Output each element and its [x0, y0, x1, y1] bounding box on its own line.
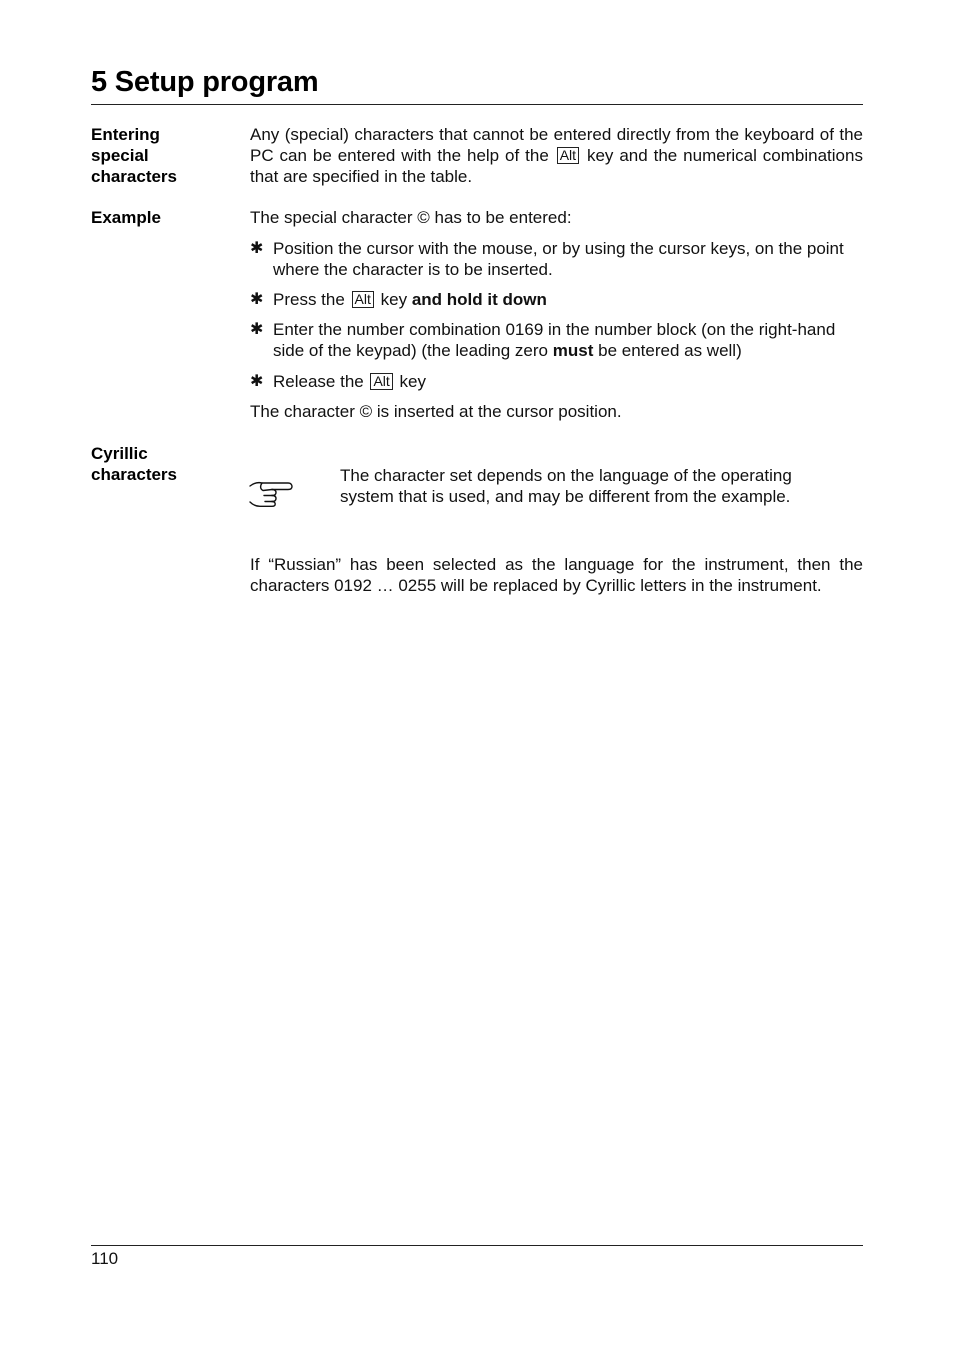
step-text-bold: must: [552, 341, 594, 360]
entering-text-pre: Any (special) characters that cannot be entered directly from the keyboard of the PC can be entered with the help of the: [250, 125, 863, 165]
section-label-entering: Entering special characters: [91, 125, 178, 186]
entering-paragraph: [250, 124, 863, 187]
step-text-pre: Press the: [273, 290, 345, 309]
step-item: [250, 289, 863, 310]
asterisk-bullet-icon: ✱: [250, 240, 264, 257]
asterisk-bullet-icon: ✱: [250, 373, 264, 390]
cyrillic-paragraph: If “Russian” has been selected as the language for the instrument, then the characters 0192 … 0255 will be replaced by Cyrillic letters in the instrument.: [250, 555, 863, 595]
entering-text-post: key and the numerical combinations that are specified in the table.: [250, 146, 863, 186]
note-text: The character set depends on the language of the operating system that is used, and may be different from the example.: [340, 466, 792, 506]
step-text-pre: Release the: [273, 372, 364, 391]
step-text-mid: key: [380, 290, 408, 309]
header-divider: [91, 104, 863, 105]
example-intro: The special character © has to be entered:: [250, 208, 572, 227]
chapter-title: 5 Setup program: [91, 66, 319, 98]
footer-divider: [91, 1245, 863, 1246]
page-number: 110: [91, 1249, 119, 1268]
step-text: [273, 319, 863, 361]
step-text-mid: key: [399, 372, 427, 391]
alt-key: Alt: [352, 291, 374, 308]
example-result: The character © is inserted at the cursor position.: [250, 402, 622, 421]
asterisk-bullet-icon: ✱: [250, 321, 264, 338]
step-text: [273, 289, 863, 310]
section-label-example: Example: [91, 208, 161, 227]
alt-key: Alt: [370, 373, 392, 390]
asterisk-bullet-icon: ✱: [250, 291, 264, 308]
step-item: [250, 319, 863, 361]
step-text: [273, 371, 863, 392]
step-item: [250, 371, 863, 392]
step-text-pre: Enter the number combination 0169 in the number block (on the right-hand side of the keypad) (the leading zero: [273, 320, 836, 360]
step-text: Position the cursor with the mouse, or by using the cursor keys, on the point where the character is to be inserted.: [273, 239, 844, 279]
step-item: [250, 238, 863, 280]
step-text-bold: and hold it down: [411, 290, 547, 309]
section-label-cyrillic: Cyrillic characters: [91, 444, 178, 484]
pointing-hand-icon: [248, 476, 294, 508]
step-text-post: be entered as well): [598, 341, 742, 360]
alt-key: Alt: [557, 147, 579, 164]
